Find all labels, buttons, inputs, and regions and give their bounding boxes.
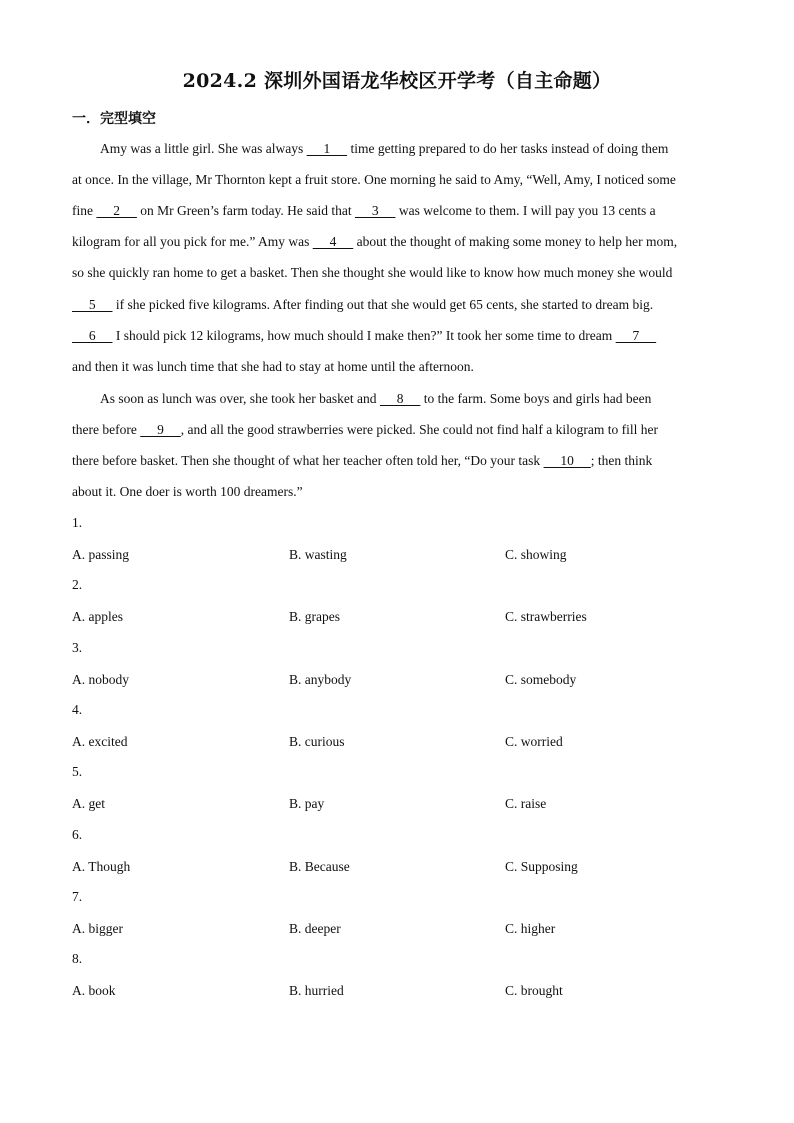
passage-line [72,357,474,377]
passage-text: Amy was a little girl. She was always [100,141,307,156]
passage-text: to the farm. Some boys and girls had been [420,391,652,406]
question-number: 4. [72,702,83,717]
question-number: 6. [72,827,83,842]
question-number: 5. [72,764,83,779]
question-number: 1. [72,515,83,530]
passage-text: As soon as lunch was over, she took her basket and [100,391,380,406]
passage-line [72,232,677,252]
answer-option-a: A. Though [72,859,131,874]
blank-7: 7 [615,328,657,343]
blank-1: 1 [306,141,348,156]
passage-text: , and all the good strawberries were picked. She could not find half a kilogram to fill her [180,422,658,437]
blank-10: 10 [543,453,591,468]
passage-text: about it. One doer is worth 100 dreamers.” [72,484,303,499]
passage-text: about the thought of making some money to help her mom, [353,234,678,249]
passage-text: there before basket. Then she thought of what her teacher often told her, “Do your task [72,453,544,468]
blank-8: 8 [379,391,421,406]
answer-option-b: B. deeper [289,921,341,936]
passage-text: if she picked five kilograms. After finding out that she would get 65 cents, she started to dream big. [112,297,654,312]
answer-option-b: B. Because [289,859,350,874]
passage-text: was welcome to them. I will pay you 13 cents a [395,203,656,218]
question-number: 2. [72,577,83,592]
answer-option-b: B. wasting [289,547,347,562]
answer-option-a: A. apples [72,609,123,624]
blank-5: 5 [72,297,113,312]
passage-line [72,482,303,502]
blank-2: 2 [96,203,137,218]
passage-line [72,263,672,283]
question-number: 8. [72,951,83,966]
answer-option-b: B. pay [289,796,325,811]
answer-option-a: A. nobody [72,672,129,687]
passage-text: there before [72,422,141,437]
answer-option-b: B. anybody [289,672,352,687]
passage-text: I should pick 12 kilograms, how much should I make then?” It took her some time to dream [112,328,616,343]
blank-9: 9 [140,422,181,437]
answer-option-a: A. passing [72,547,129,562]
passage-text: on Mr Green’s farm today. He said that [136,203,355,218]
passage-text: so she quickly ran home to get a basket. Then she thought she would like to know how much money she would [72,265,673,280]
section-heading: 一．完型填空 [72,111,156,127]
passage-line [72,295,653,315]
answer-option-c: C. higher [505,921,556,936]
answer-option-a: A. bigger [72,921,123,936]
passage-line [100,389,651,409]
blank-4: 4 [312,234,354,249]
answer-option-b: B. hurried [289,983,344,998]
blank-3: 3 [354,203,396,218]
answer-option-b: B. curious [289,734,345,749]
passage-line [72,420,658,440]
answer-option-c: C. Supposing [505,859,578,874]
passage-line [72,170,676,190]
answer-option-a: A. get [72,796,105,811]
passage-text: time getting prepared to do her tasks instead of doing them [347,141,669,156]
answer-option-c: C. showing [505,547,567,562]
answer-option-c: C. raise [505,796,547,811]
blank-6: 6 [72,328,113,343]
passage-text: kilogram for all you pick for me.” Amy was [72,234,313,249]
answer-option-c: C. brought [505,983,563,998]
answer-option-a: A. excited [72,734,128,749]
answer-option-a: A. book [72,983,116,998]
answer-option-c: C. somebody [505,672,577,687]
passage-line [72,451,652,471]
passage-text: ; then think [590,453,653,468]
page-title: 2024.2 深圳外国语龙华校区开学考（自主命题） [182,70,612,92]
answer-option-b: B. grapes [289,609,340,624]
passage-text: at once. In the village, Mr Thornton kept a fruit store. One morning he said to Amy, “Well, Amy, I noticed some [72,172,676,187]
question-number: 3. [72,640,83,655]
answer-option-c: C. worried [505,734,563,749]
passage-line [72,326,656,346]
question-number: 7. [72,889,83,904]
passage-line [100,139,668,159]
answer-option-c: C. strawberries [505,609,587,624]
passage-line [72,201,656,221]
passage-text: and then it was lunch time that she had to stay at home until the afternoon. [72,359,474,374]
passage-text: fine [72,203,97,218]
